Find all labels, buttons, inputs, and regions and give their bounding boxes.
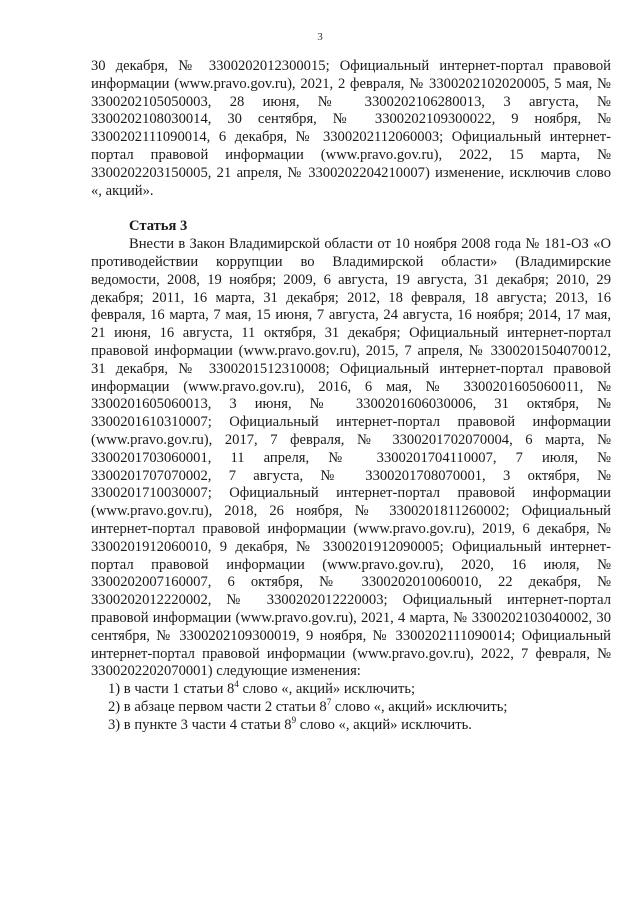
paragraph-continuation: 30 декабря, № 3300202012300015; Официальный интернет-портал правовой информации (www.pravo.gov.ru), 2021, 2 февраля, № 3300202102020005, 5 мая, № 3300202105050003, 28 июня, № 3300202106280013, 3 августа, № 3300202108030014, 30 сентября, № 3300202109300022, 9 ноября, № 3300202111090014, 6 декабря, № 3300202112060003; Официальный интернет-портал правовой информации (www.pravo.gov.ru), 2022, 15 марта, № 3300202203150005, 21 апреля, № 3300202204210007) изменение, исключив слово «, акций». — [91, 58, 611, 199]
article-heading: Статья 3 — [129, 218, 188, 235]
item-text: 3) в пункте 3 части 4 статьи 8 — [108, 716, 292, 733]
item-text: 1) в части 1 статьи 8 — [108, 681, 235, 698]
page-number: 3 — [317, 31, 323, 43]
item-text: слово «, акций» исключить; — [238, 681, 416, 698]
item-text: слово «, акций» исключить; — [331, 698, 508, 715]
document-body — [91, 58, 611, 734]
item-superscript: 7 — [326, 696, 332, 707]
item-text: 2) в абзаце первом части 2 статьи 8 — [108, 698, 327, 715]
item-superscript: 9 — [291, 714, 297, 725]
list-item — [91, 696, 611, 717]
article-body: Внести в Закон Владимирской области от 10 ноября 2008 года № 181-ОЗ «О противодействии коррупции во Владимирской области» (Владимирские ведомости, 2008, 19 ноября; 2009, 6 августа, 19 августа, 31 декабря; 2010, 29 декабря; 2011, 16 марта, 31 декабря; 2012, 18 февраля, 18 августа; 2013, 16 февраля, 16 марта, 7 мая, 15 июня, 7 августа, 24 августа, 16 ноября; 2014, 17 мая, 21 июня, 16 августа, 11 октября, 31 декабря; Официальный интернет-портал правовой информации (www.pravo.gov.ru), 2015, 7 апреля, № 3300201504070012, 31 декабря, № 3300201512310008; Официальный интернет-портал правовой информации (www.pravo.gov.ru), 2016, 6 мая, № 3300201605060011, № 3300201605060013, 3 июня, № 3300201606030006, 31 октября, № 3300201610310007; Официальный интернет-портал правовой информации (www.pravo.gov.ru), 2017, 7 февраля, № 3300201702070004, 6 марта, № 3300201703060001, 11 апреля, № 3300201704110007, 7 июля, № 3300201707070002, 7 августа, № 3300201708070001, 3 октября, № 3300201710030007; Официальный интернет-портал правовой информации (www.pravo.gov.ru), 2018, 26 ноября, № 3300201811260002; Официальный интернет-портал правовой информации (www.pravo.gov.ru), 2019, 6 декабря, № 3300201912060010, 9 декабря, № 3300201912090005; Официальный интернет-портал правовой информации (www.pravo.gov.ru), 2020, 16 июля, № 3300202007160007, 6 октября, № 3300202010060010, 22 декабря, № 3300202012220002, № 3300202012220003; Официальный интернет-портал правовой информации (www.pravo.gov.ru), 2021, 4 марта, № 3300202103040002, 30 сентября, № 3300202109300019, 9 ноября, № 3300202111090014; Официальный интернет-портал правовой информации (www.pravo.gov.ru), 2022, 7 февраля, № 3300202202070001) следующие изменения: — [91, 236, 611, 680]
item-superscript: 4 — [234, 679, 239, 690]
list-item — [91, 681, 611, 699]
list-item — [91, 714, 611, 735]
item-text: слово «, акций» исключить. — [296, 716, 472, 733]
